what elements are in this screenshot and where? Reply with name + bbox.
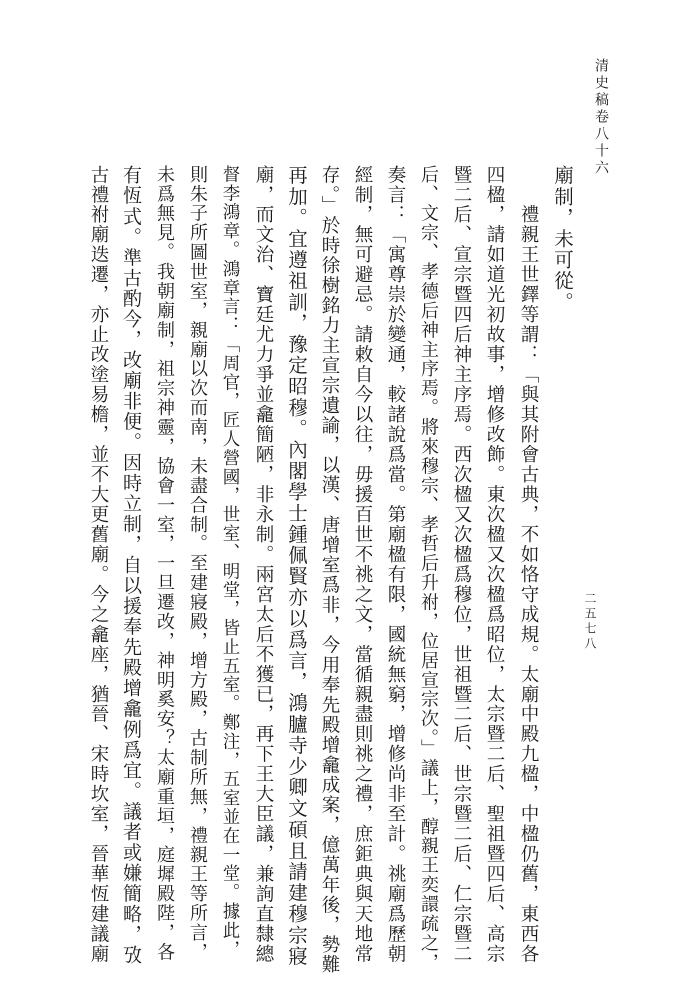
text-column: 存。」於時徐樹銘力主宣宗遺諭，以漢、唐增室爲非，今用奉先殿增龕成案，億萬年後，勢難: [319, 165, 340, 975]
text-column: 督李鴻章。鴻章言：「周官，匠人營國，世室、明堂，皆止五室。鄭注，五室並在一堂。據此，: [220, 165, 240, 959]
text-column: 有恆式。準古酌今，改廟非便。因時立制，自以援奉先殿增龕例爲宜。議者或嫌簡略，攷: [120, 165, 142, 966]
text-column: 禮親王世鐸等謂：「與其附會古典，不如恪守成規。太廟中殿九楹，中楹仍舊，東西各: [518, 165, 539, 965]
text-column: 古禮祔廟迭遷，亦止改塗易檐，並不大更舊廟。今之龕座，猶晉、宋時坎室，晉華恆建議廟: [88, 165, 109, 965]
text-column: 未爲無見。我朝廟制，祖宗神靈，協會一室，一旦遷改，神明奚安？太廟重垣，庭墀殿陛，各: [154, 165, 175, 963]
text-column: 后、文宗、孝德后神主序焉。將來穆宗、孝哲后升祔，位居宣宗次。」議上，醇親王奕譞疏之，: [418, 165, 439, 973]
text-column: 廟，而文治、寶廷尤力爭並龕簡陋，非永制。兩宮太后不獲已，再下王大臣議，兼詢直隸總: [253, 165, 274, 965]
text-column: 經制，無可避忌。請敕自今以往，毋援百世不祧之文，當循親盡則祧之禮，庶鉅典與天地常: [352, 165, 373, 965]
text-column: 奏言：「寓尊崇於變通，較諸說爲當。第廟楹有限，國統無窮，增修尚非至計。祧廟爲歷朝: [385, 165, 406, 965]
text-column: 再加。宜遵祖訓，豫定昭穆。內閣學士鍾佩賢亦以爲言，鴻臚寺少卿文碩且請建穆宗寢: [285, 165, 308, 967]
running-header-title: 清史稿卷八十六: [593, 58, 609, 177]
text-column: 則朱子所圖世室，親廟以次而南，未盡合制。至建寢殿，增方殿，古制所無，禮親王等所言，: [187, 165, 208, 963]
text-column: 廟制，未可從。: [551, 165, 574, 313]
text-column: 暨二后、宣宗暨四后神主序焉。西次楹又次楹爲穆位，世祖暨二后、世宗暨二后、仁宗暨二: [451, 165, 472, 965]
text-column: 四楹，請如道光初故事，增修改飾。東次楹又次楹爲昭位，太宗暨二后、聖祖暨四后、高宗: [484, 165, 505, 965]
page-number: 二五七八: [583, 592, 597, 652]
